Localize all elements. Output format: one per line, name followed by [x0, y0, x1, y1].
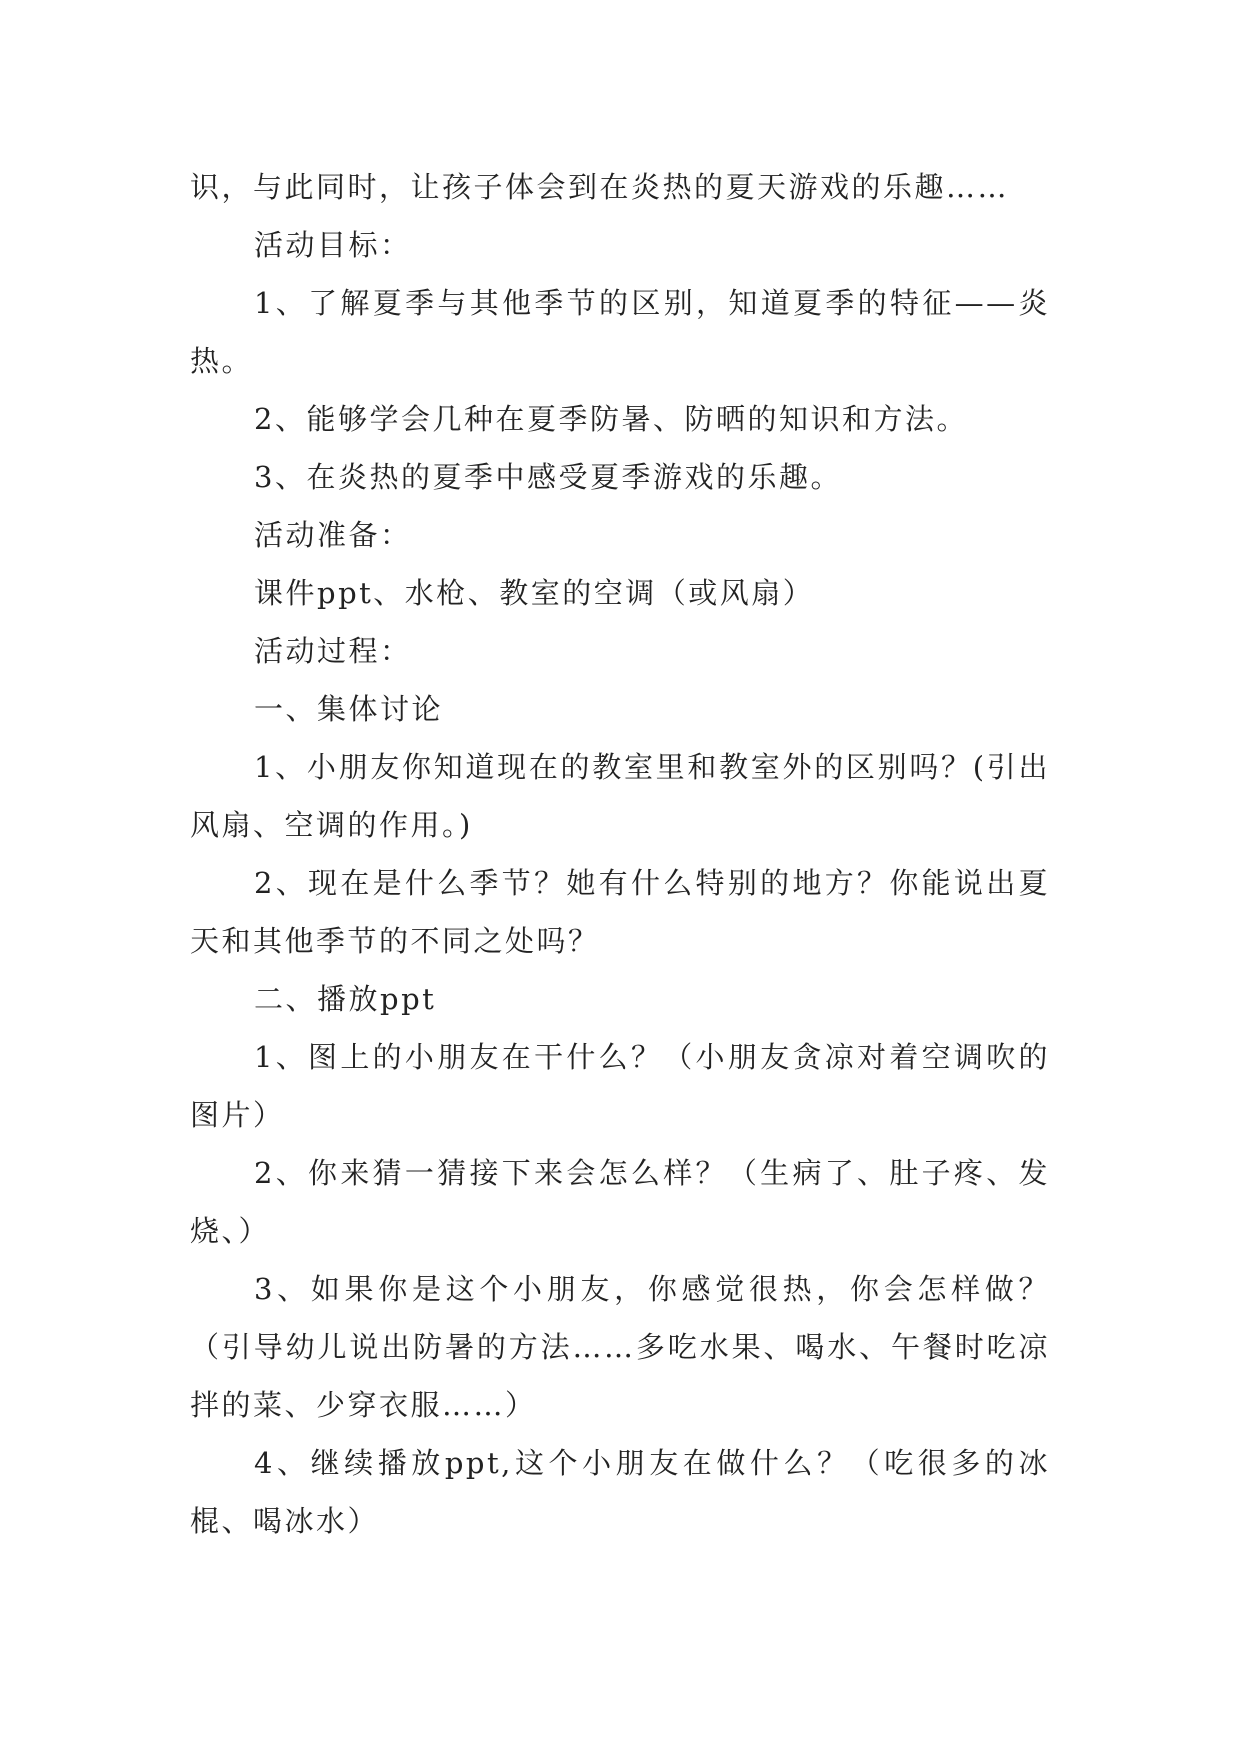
section-group-discussion: 一、集体讨论 [254, 692, 444, 726]
ppt-item-4: 4、继续播放ppt,这个小朋友在做什么？（吃很多的冰棍、喝冰水） [190, 1446, 1050, 1538]
ppt-item-3: 3、如果你是这个小朋友，你感觉很热，你会怎样做？（引导幼儿说出防暑的方法……多吃水果、喝水、午餐时吃凉拌的菜、少穿衣服……） [190, 1272, 1050, 1422]
ppt-item-2: 2、你来猜一猜接下来会怎么样？（生病了、肚子疼、发烧、） [190, 1156, 1050, 1248]
ppt-item-1: 1、图上的小朋友在干什么？（小朋友贪凉对着空调吹的图片） [190, 1040, 1050, 1132]
document-body [190, 158, 1050, 1550]
preparation-materials: 课件ppt、水枪、教室的空调（或风扇） [254, 576, 815, 610]
heading-activity-preparation: 活动准备： [254, 518, 412, 552]
section-play-ppt: 二、播放ppt [254, 982, 437, 1016]
discussion-item-1: 1、小朋友你知道现在的教室里和教室外的区别吗？(引出风扇、空调的作用。) [190, 750, 1050, 842]
goal-item-3: 3、在炎热的夏季中感受夏季游戏的乐趣。 [254, 460, 842, 494]
discussion-item-2: 2、现在是什么季节？她有什么特别的地方？你能说出夏天和其他季节的不同之处吗？ [190, 866, 1050, 958]
goal-item-2: 2、能够学会几种在夏季防暑、防晒的知识和方法。 [254, 402, 968, 436]
paragraph-intro-continuation: 识，与此同时，让孩子体会到在炎热的夏天游戏的乐趣…… [190, 170, 1010, 204]
goal-item-1: 1、了解夏季与其他季节的区别，知道夏季的特征——炎热。 [190, 286, 1050, 378]
heading-activity-process: 活动过程： [254, 634, 412, 668]
heading-activity-goals: 活动目标： [254, 228, 412, 262]
